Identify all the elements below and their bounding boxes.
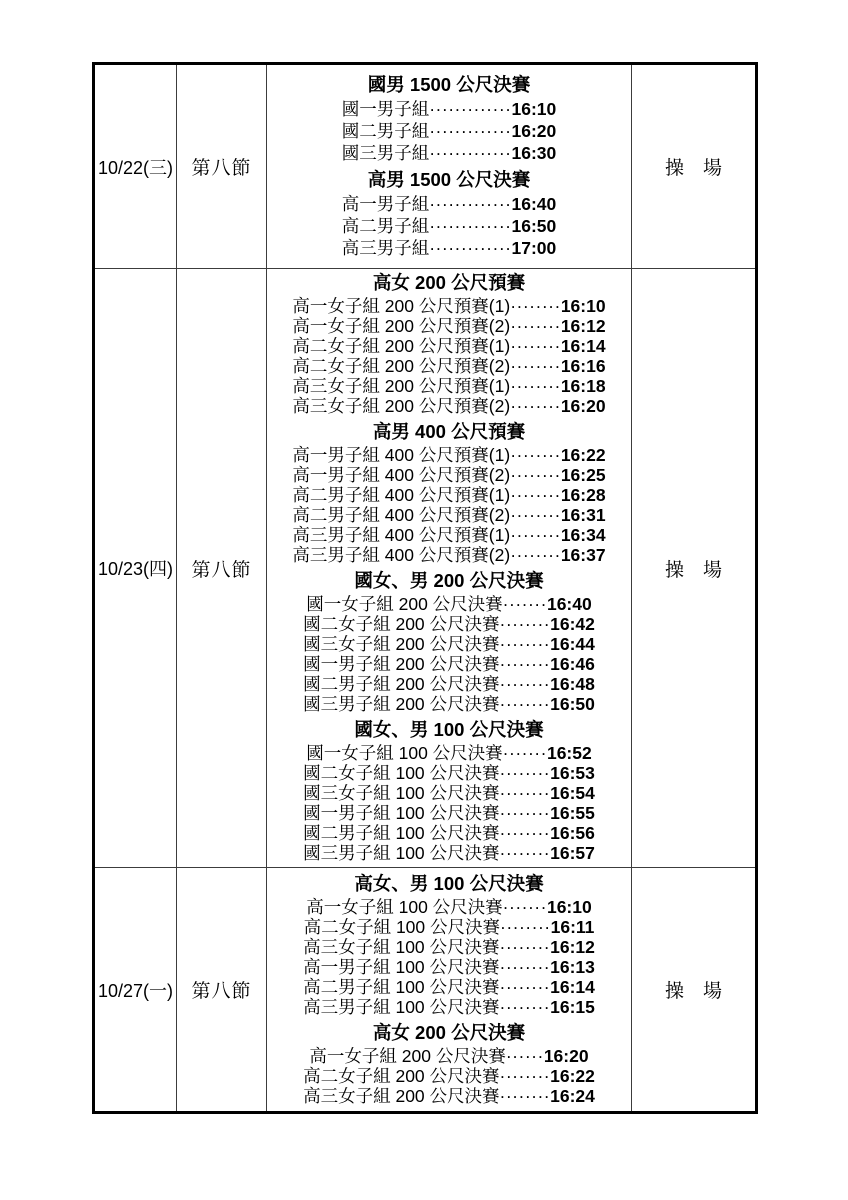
event-entry-label: 高三女子組 200 公尺決賽 xyxy=(303,1085,500,1106)
event-entry xyxy=(271,1046,627,1066)
dot-leader: ········ xyxy=(500,916,551,937)
session-cell xyxy=(177,868,267,1113)
event-entry-label: 國三男子組 xyxy=(341,142,430,163)
event-entry-time: 16:22 xyxy=(550,1065,595,1086)
event-entry-label: 高二男子組 100 公尺決賽 xyxy=(303,976,500,997)
event-entry xyxy=(271,783,627,803)
dot-leader: ········ xyxy=(499,634,551,654)
dot-leader: ········ xyxy=(510,445,561,465)
event-entry-time: 16:12 xyxy=(560,316,606,336)
event-entry xyxy=(271,694,627,714)
event-entry-label: 高三女子組 200 公尺預賽(1) xyxy=(292,376,511,396)
event-entry xyxy=(271,98,627,120)
event-section-title: 國女、男 200 公尺決賽 xyxy=(354,570,544,591)
event-section xyxy=(271,273,627,416)
event-entry-time: 16:57 xyxy=(550,843,595,863)
event-entry-label: 高一女子組 200 公尺預賽(1) xyxy=(292,296,511,316)
event-section xyxy=(271,874,627,1017)
event-entry xyxy=(271,356,627,376)
event-entry xyxy=(271,674,627,694)
event-section-title: 高女 200 公尺決賽 xyxy=(372,1021,526,1043)
event-entry-label: 高三男子組 100 公尺決賽 xyxy=(303,996,500,1017)
event-entries xyxy=(271,296,627,416)
event-entry-label: 高三男子組 400 公尺預賽(1) xyxy=(292,525,511,545)
dot-leader: ············· xyxy=(429,237,512,258)
event-entry-time: 16:50 xyxy=(550,694,595,714)
dot-leader: ············· xyxy=(429,193,512,214)
dot-leader: ········ xyxy=(499,936,551,957)
event-entry-label: 國二男子組 xyxy=(341,120,430,141)
event-entry-time: 16:40 xyxy=(546,594,592,614)
event-entry-time: 16:14 xyxy=(560,336,606,356)
dot-leader: ········ xyxy=(510,525,561,545)
event-section xyxy=(271,75,627,164)
events-cell xyxy=(267,868,632,1113)
event-entry-label: 高一男子組 400 公尺預賽(2) xyxy=(292,465,511,485)
event-entry-time: 16:11 xyxy=(550,916,595,937)
event-section-title: 國女、男 100 公尺決賽 xyxy=(354,719,544,740)
event-entry-label: 高二女子組 200 公尺決賽 xyxy=(303,1065,500,1086)
schedule-table xyxy=(92,62,758,1114)
event-entry-label: 國三男子組 100 公尺決賽 xyxy=(303,843,500,863)
date-cell xyxy=(94,64,177,269)
event-entry xyxy=(271,142,627,164)
event-section xyxy=(271,170,627,259)
event-entry-time: 16:24 xyxy=(550,1085,595,1106)
schedule-day-row xyxy=(94,868,757,1113)
event-entry-label: 國二女子組 100 公尺決賽 xyxy=(303,763,500,783)
event-entry-time: 16:10 xyxy=(560,296,606,316)
event-entry xyxy=(271,614,627,634)
event-entry-time: 16:20 xyxy=(560,396,606,416)
dot-leader: ········ xyxy=(510,376,561,396)
dot-leader: ············· xyxy=(429,215,512,236)
dot-leader: ············· xyxy=(429,142,512,163)
event-entry-time: 16:48 xyxy=(550,674,595,694)
dot-leader: ········ xyxy=(510,485,561,505)
event-entry-label: 高三女子組 200 公尺預賽(2) xyxy=(292,396,511,416)
event-entry xyxy=(271,396,627,416)
event-entry xyxy=(271,634,627,654)
location-label: 操 場 xyxy=(664,158,722,179)
event-sections xyxy=(271,874,627,1106)
date-label: 10/23(四) xyxy=(97,559,174,579)
event-entry-time: 16:10 xyxy=(546,896,592,917)
event-entry-label: 國三男子組 200 公尺決賽 xyxy=(303,694,500,714)
event-entry xyxy=(271,525,627,545)
event-entry-label: 高二女子組 200 公尺預賽(1) xyxy=(292,336,511,356)
event-entry-time: 16:44 xyxy=(550,634,595,654)
location-cell xyxy=(632,64,757,269)
event-entry-label: 高二男子組 400 公尺預賽(2) xyxy=(292,505,511,525)
event-entries xyxy=(271,1046,627,1106)
dot-leader: ············· xyxy=(429,98,512,119)
event-entry-label: 高二男子組 400 公尺預賽(1) xyxy=(292,485,511,505)
dot-leader: ········ xyxy=(510,356,561,376)
event-entry-time: 16:42 xyxy=(550,614,595,634)
event-entry xyxy=(271,654,627,674)
event-entry-label: 國一男子組 100 公尺決賽 xyxy=(303,803,500,823)
event-entry-time: 16:16 xyxy=(560,356,606,376)
location-label: 操 場 xyxy=(664,559,722,581)
event-entry xyxy=(271,917,627,937)
session-label: 第八節 xyxy=(191,981,252,1002)
event-entry-label: 國三女子組 100 公尺決賽 xyxy=(303,783,500,803)
event-entry-label: 高一女子組 200 公尺決賽 xyxy=(309,1045,506,1066)
event-entry-time: 16:31 xyxy=(560,505,606,525)
event-entry-label: 高一男子組 xyxy=(341,193,430,214)
event-entry xyxy=(271,977,627,997)
event-section-title: 國男 1500 公尺決賽 xyxy=(367,73,531,95)
event-entry-time: 16:53 xyxy=(550,763,595,783)
event-entry xyxy=(271,823,627,843)
event-entry-label: 國二男子組 200 公尺決賽 xyxy=(303,674,500,694)
event-entry xyxy=(271,763,627,783)
event-entry-time: 16:34 xyxy=(560,525,606,545)
event-entry xyxy=(271,743,627,763)
event-entry-label: 國一女子組 200 公尺決賽 xyxy=(306,594,503,614)
event-entry-time: 16:22 xyxy=(560,445,606,465)
event-entry xyxy=(271,957,627,977)
event-section-title: 高男 1500 公尺決賽 xyxy=(367,168,531,190)
dot-leader: ········ xyxy=(499,654,551,674)
event-entry xyxy=(271,1066,627,1086)
event-entry-time: 16:52 xyxy=(546,743,592,763)
location-cell xyxy=(632,269,757,868)
event-section-title: 高男 400 公尺預賽 xyxy=(372,421,526,442)
event-entry-label: 高一女子組 100 公尺決賽 xyxy=(306,896,503,917)
event-entry-label: 國一女子組 100 公尺決賽 xyxy=(306,743,503,763)
event-entry-time: 16:28 xyxy=(560,485,606,505)
event-entry-time: 16:54 xyxy=(550,783,595,803)
event-section-title: 高女、男 100 公尺決賽 xyxy=(354,872,544,894)
dot-leader: ········ xyxy=(510,296,561,316)
session-label: 第八節 xyxy=(191,559,252,581)
event-entry-time: 16:10 xyxy=(511,98,557,119)
event-entry xyxy=(271,1086,627,1106)
event-entry xyxy=(271,505,627,525)
dot-leader: ········ xyxy=(510,465,561,485)
event-entries xyxy=(271,193,627,259)
event-entries xyxy=(271,445,627,565)
dot-leader: ········ xyxy=(499,614,551,634)
event-entry-label: 國二女子組 200 公尺決賽 xyxy=(303,614,500,634)
dot-leader: ······· xyxy=(502,896,547,917)
event-entry xyxy=(271,193,627,215)
dot-leader: ············· xyxy=(429,120,512,141)
event-entry-label: 高二男子組 xyxy=(341,215,430,236)
event-entry xyxy=(271,445,627,465)
dot-leader: ········ xyxy=(499,843,551,863)
schedule-day-row xyxy=(94,64,757,269)
event-entries xyxy=(271,897,627,1017)
dot-leader: ········ xyxy=(499,1065,551,1086)
event-entry xyxy=(271,897,627,917)
event-entry xyxy=(271,336,627,356)
dot-leader: ········ xyxy=(499,803,551,823)
dot-leader: ········ xyxy=(499,976,551,997)
event-entries xyxy=(271,98,627,164)
date-cell xyxy=(94,269,177,868)
event-entry-label: 高三男子組 400 公尺預賽(2) xyxy=(292,545,511,565)
event-entry-time: 16:18 xyxy=(560,376,606,396)
event-entry xyxy=(271,237,627,259)
event-entry xyxy=(271,376,627,396)
dot-leader: ········ xyxy=(499,763,551,783)
date-label: 10/22(三) xyxy=(97,157,174,178)
events-cell xyxy=(267,269,632,868)
event-entry-label: 國三女子組 200 公尺決賽 xyxy=(303,634,500,654)
event-entry-time: 16:20 xyxy=(511,120,557,141)
event-section xyxy=(271,1023,627,1106)
event-entry-time: 16:13 xyxy=(550,956,595,977)
event-entry-label: 國二男子組 100 公尺決賽 xyxy=(303,823,500,843)
session-label: 第八節 xyxy=(191,158,252,179)
dot-leader: ········ xyxy=(499,674,551,694)
event-entry xyxy=(271,296,627,316)
event-entry-time: 16:15 xyxy=(550,996,595,1017)
event-entry xyxy=(271,545,627,565)
dot-leader: ········ xyxy=(510,505,561,525)
dot-leader: ········ xyxy=(499,783,551,803)
event-entry xyxy=(271,594,627,614)
event-entry xyxy=(271,937,627,957)
event-entry xyxy=(271,997,627,1017)
event-entry-time: 16:46 xyxy=(550,654,595,674)
event-entries xyxy=(271,594,627,714)
dot-leader: ········ xyxy=(499,996,551,1017)
event-entry xyxy=(271,215,627,237)
event-entry xyxy=(271,316,627,336)
location-cell xyxy=(632,868,757,1113)
event-entry xyxy=(271,465,627,485)
dot-leader: ········ xyxy=(499,1085,551,1106)
event-entry-label: 高三男子組 xyxy=(341,237,430,258)
date-label: 10/27(一) xyxy=(97,980,174,1001)
event-section xyxy=(271,571,627,714)
session-cell xyxy=(177,269,267,868)
event-entry-time: 16:56 xyxy=(550,823,595,843)
event-entry xyxy=(271,485,627,505)
event-entry-time: 16:25 xyxy=(560,465,606,485)
event-entry-time: 16:14 xyxy=(550,976,595,997)
dot-leader: ········ xyxy=(510,336,561,356)
dot-leader: ········ xyxy=(499,956,551,977)
dot-leader: ········ xyxy=(510,396,561,416)
location-label: 操 場 xyxy=(664,981,722,1002)
events-cell xyxy=(267,64,632,269)
event-entries xyxy=(271,743,627,863)
dot-leader: ······· xyxy=(502,743,547,763)
schedule-day-row xyxy=(94,269,757,868)
event-entry-time: 16:55 xyxy=(550,803,595,823)
event-section xyxy=(271,422,627,565)
event-entry-time: 16:30 xyxy=(511,142,557,163)
event-entry-label: 高一男子組 100 公尺決賽 xyxy=(303,956,500,977)
event-entry-time: 16:37 xyxy=(560,545,606,565)
event-entry xyxy=(271,120,627,142)
dot-leader: ········ xyxy=(499,694,551,714)
event-entry-label: 高一男子組 400 公尺預賽(1) xyxy=(292,445,511,465)
dot-leader: ······ xyxy=(505,1045,544,1066)
schedule-body xyxy=(94,64,757,1113)
date-cell xyxy=(94,868,177,1113)
dot-leader: ······· xyxy=(502,594,547,614)
dot-leader: ········ xyxy=(510,545,561,565)
event-entry-time: 16:40 xyxy=(511,193,557,214)
event-section-title: 高女 200 公尺預賽 xyxy=(372,272,526,293)
event-entry-time: 17:00 xyxy=(511,237,557,258)
event-sections xyxy=(271,75,627,259)
event-entry-time: 16:12 xyxy=(550,936,595,957)
event-entry-time: 16:20 xyxy=(543,1045,589,1066)
event-entry-label: 國一男子組 xyxy=(341,98,430,119)
session-cell xyxy=(177,64,267,269)
event-entry-label: 國一男子組 200 公尺決賽 xyxy=(303,654,500,674)
event-entry-label: 高一女子組 200 公尺預賽(2) xyxy=(292,316,511,336)
dot-leader: ········ xyxy=(510,316,561,336)
event-sections xyxy=(271,273,627,863)
dot-leader: ········ xyxy=(499,823,551,843)
event-entry-label: 高三女子組 100 公尺決賽 xyxy=(303,936,500,957)
event-entry xyxy=(271,803,627,823)
event-entry xyxy=(271,843,627,863)
event-entry-time: 16:50 xyxy=(511,215,557,236)
event-section xyxy=(271,720,627,863)
event-entry-label: 高二女子組 100 公尺決賽 xyxy=(303,916,500,937)
event-entry-label: 高二女子組 200 公尺預賽(2) xyxy=(292,356,511,376)
